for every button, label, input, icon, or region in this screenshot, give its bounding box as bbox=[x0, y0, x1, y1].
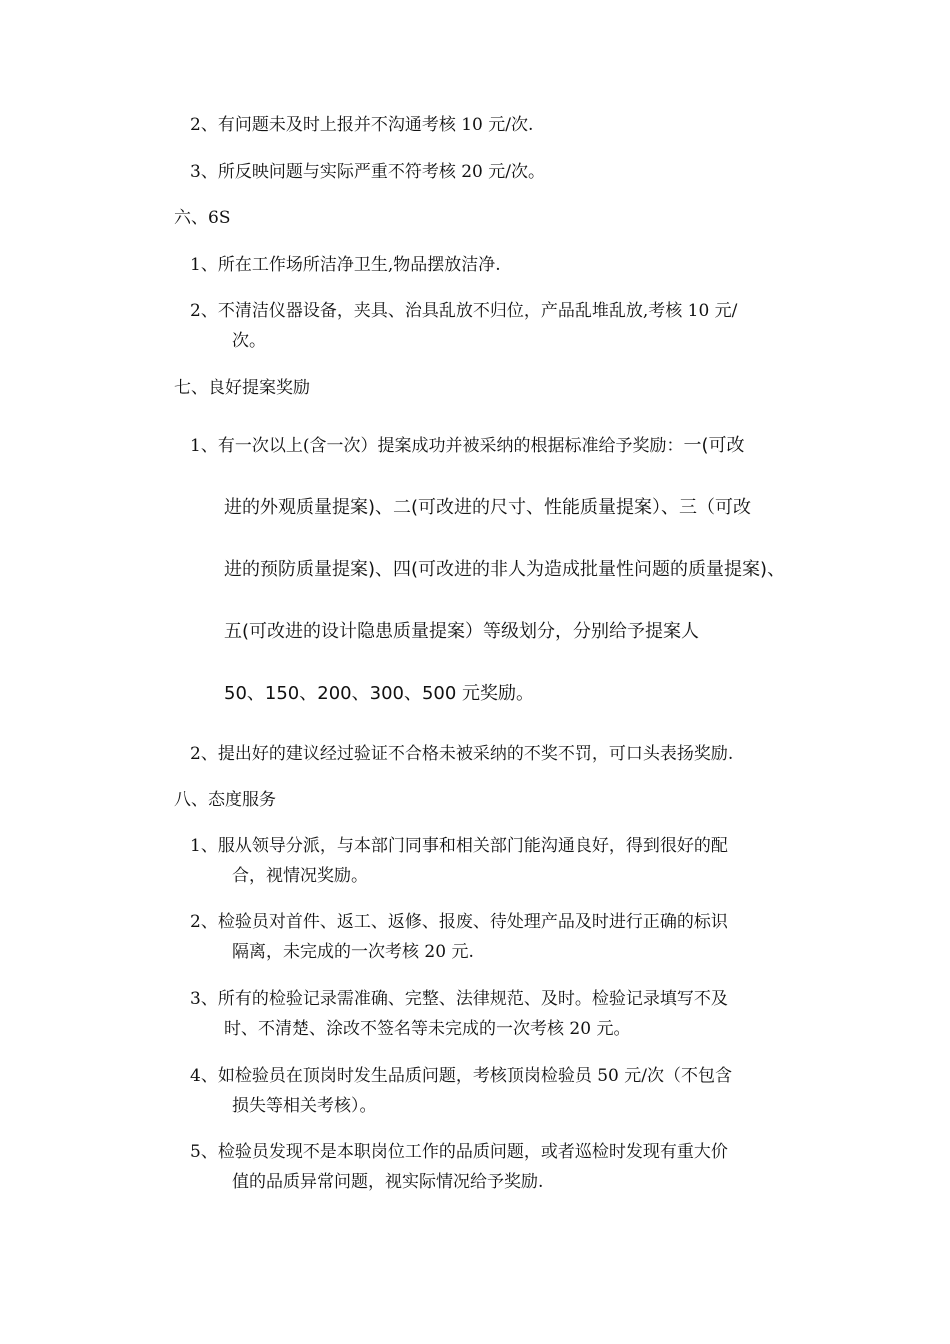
rule-8-5-line1: 5、检验员发现不是本职岗位工作的品质问题，或者巡检时发现有重大价 bbox=[190, 1142, 728, 1162]
rule-7-1-line1-suffix: 一(可改 bbox=[683, 435, 745, 456]
rule-8-5-line2: 值的品质异常问题，视实际情况给予奖励. bbox=[232, 1172, 544, 1192]
rule-7-1-line2: 进的外观质量提案)、二(可改进的尺寸、性能质量提案）、三（可改 bbox=[224, 497, 752, 518]
section-6-heading: 六、6S bbox=[174, 208, 231, 228]
rule-7-2: 2、提出好的建议经过验证不合格未被采纳的不奖不罚，可口头表扬奖励. bbox=[190, 744, 734, 764]
rule-5-2: 2、有问题未及时上报并不沟通考核 10 元/次. bbox=[190, 115, 534, 135]
rule-7-1-line1 bbox=[190, 435, 744, 457]
rule-8-4-line2: 损失等相关考核）。 bbox=[232, 1096, 377, 1116]
section-7-heading: 七、良好提案奖励 bbox=[174, 378, 310, 398]
rule-8-1-line1: 1、服从领导分派，与本部门同事和相关部门能沟通良好，得到很好的配 bbox=[190, 836, 728, 856]
rule-8-2-line1: 2、检验员对首件、返工、返修、报废、待处理产品及时进行正确的标识 bbox=[190, 912, 728, 932]
rule-8-3-line1: 3、所有的检验记录需准确、完整、法律规范、及时。检验记录填写不及 bbox=[190, 989, 728, 1009]
rule-8-2-line2: 隔离，未完成的一次考核 20 元. bbox=[232, 942, 474, 962]
rule-6-2-line2: 次。 bbox=[232, 331, 266, 351]
rule-8-3-line2: 时、不清楚、涂改不签名等未完成的一次考核 20 元。 bbox=[224, 1019, 631, 1039]
rule-5-3: 3、所反映问题与实际严重不符考核 20 元/次。 bbox=[190, 162, 545, 182]
rule-7-1-line1-prefix: 1、有一次以上(含一次）提案成功并被采纳的根据标准给予奖励： bbox=[190, 436, 684, 456]
rule-7-1-line3: 进的预防质量提案)、四(可改进的非人为造成批量性问题的质量提案)、 bbox=[224, 559, 786, 580]
rule-8-4-line1: 4、如检验员在顶岗时发生品质问题，考核顶岗检验员 50 元/次（不包含 bbox=[190, 1066, 732, 1086]
section-8-heading: 八、态度服务 bbox=[174, 790, 276, 810]
rule-6-2-line1: 2、不清洁仪器设备，夹具、治具乱放不归位，产品乱堆乱放,考核 10 元/ bbox=[190, 301, 738, 321]
rule-7-1-line5: 50、150、200、300、500 元奖励。 bbox=[224, 683, 535, 704]
rule-6-1: 1、所在工作场所洁净卫生,物品摆放洁净. bbox=[190, 255, 501, 275]
rule-7-1-line4: 五(可改进的设计隐患质量提案）等级划分，分别给予提案人 bbox=[224, 621, 700, 642]
rule-8-1-line2: 合，视情况奖励。 bbox=[232, 866, 368, 886]
